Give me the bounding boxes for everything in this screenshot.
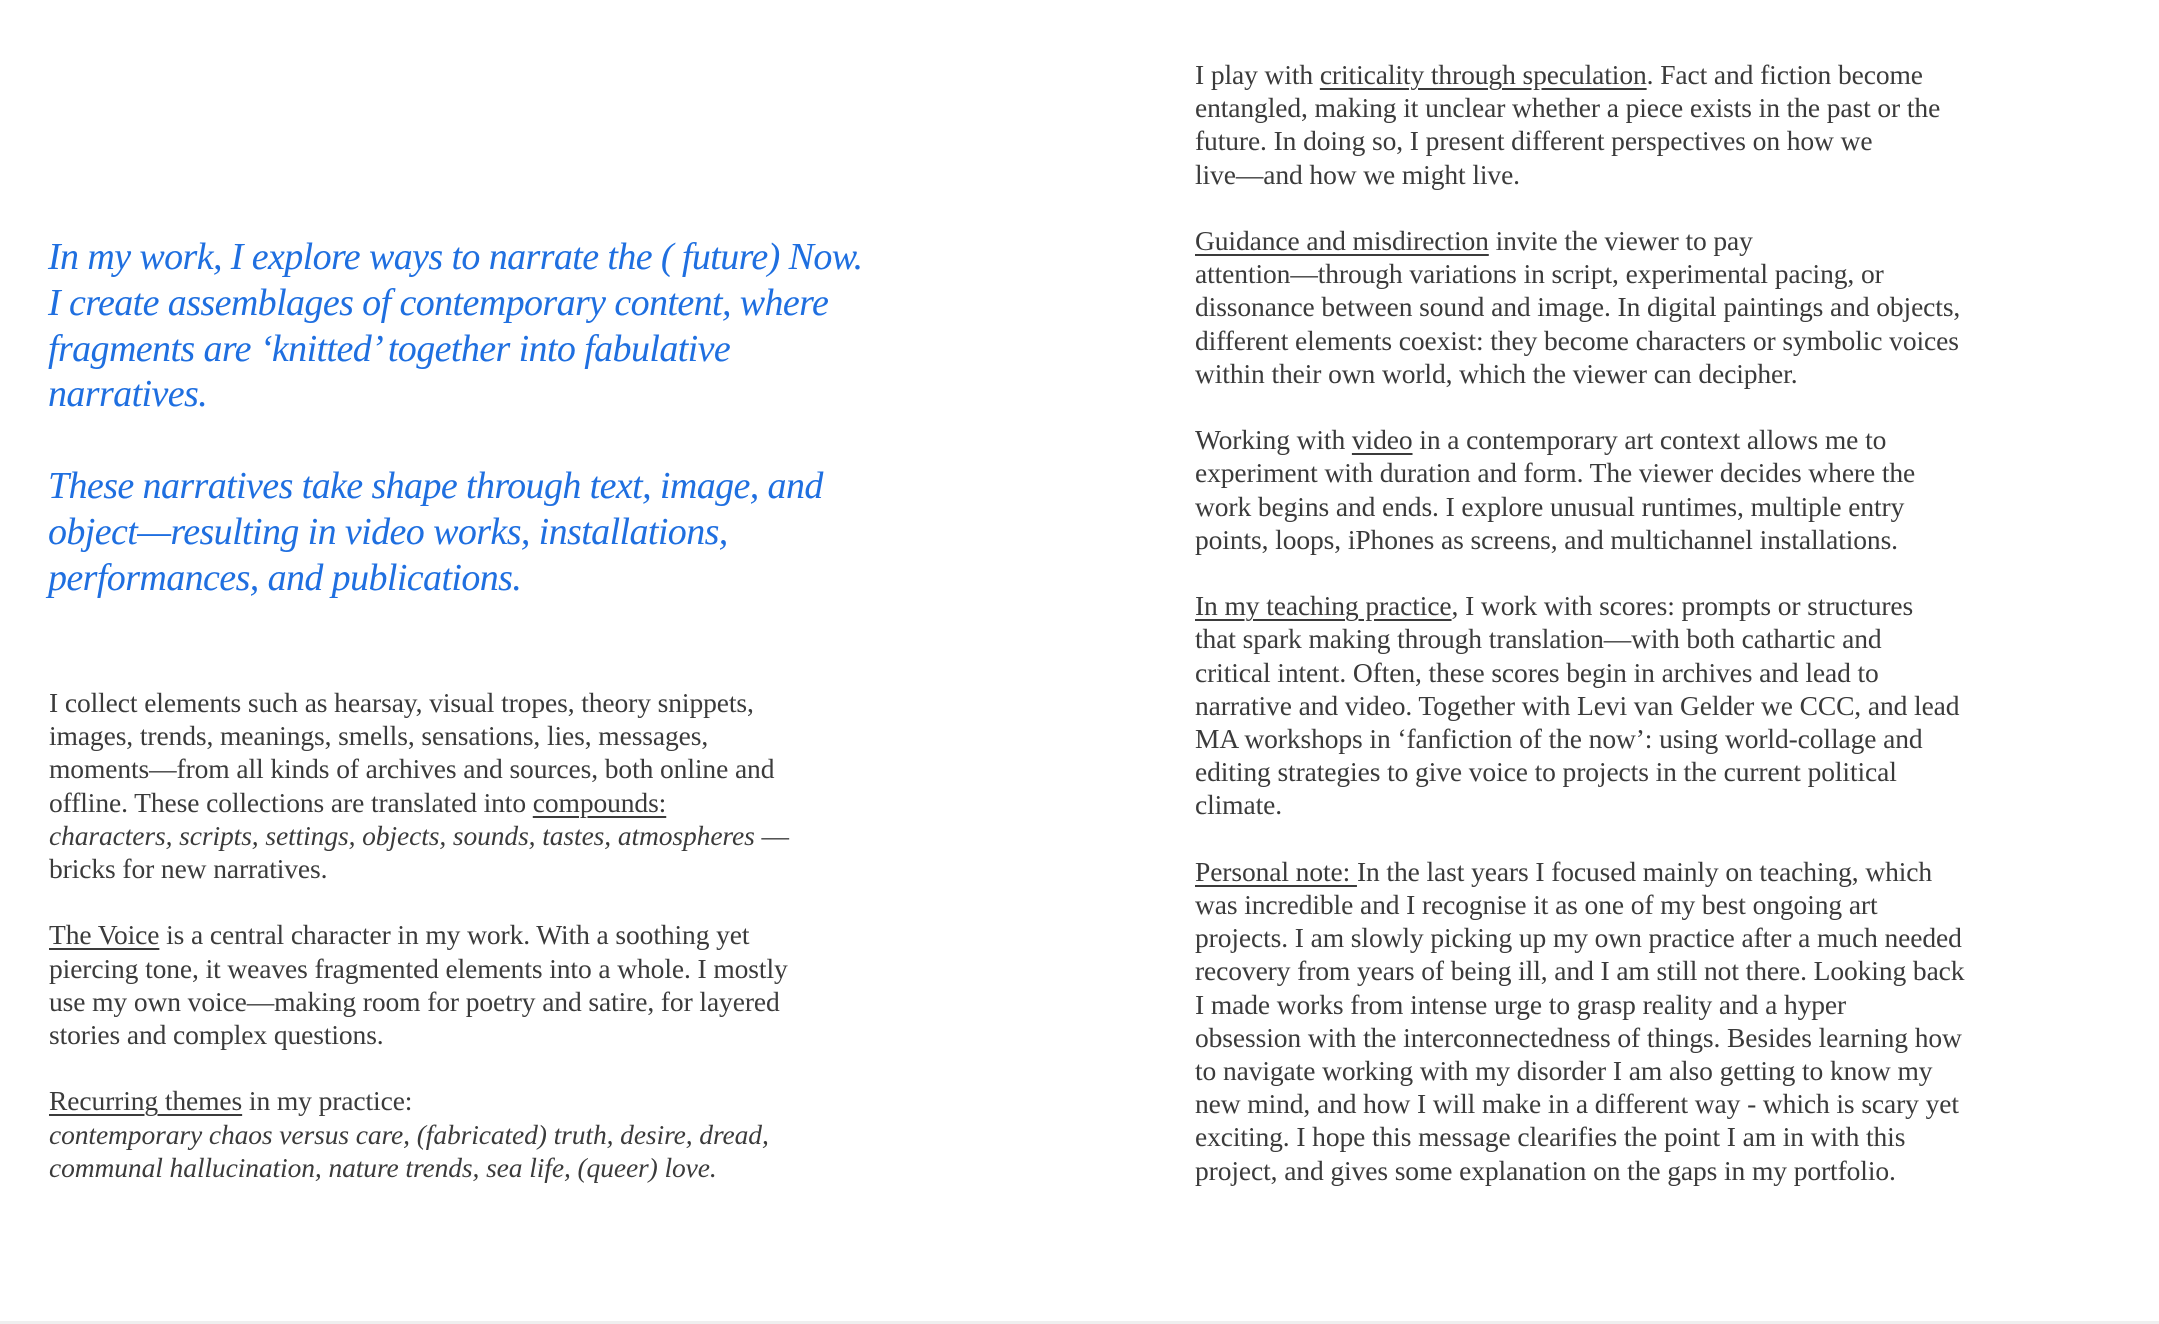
- italic-text: contemporary chaos versus care, (fabricated) truth, desire, dread,: [49, 1118, 769, 1150]
- text-line: [1195, 357, 1797, 390]
- text-run: , I work with scores: prompts or structures: [1451, 590, 1914, 622]
- text-run: MA workshops in ‘fanfiction of the now’: using world-collage and: [1195, 723, 1923, 754]
- text-run: climate.: [1195, 789, 1283, 821]
- text-line: [49, 752, 774, 785]
- text-run: editing strategies to give voice to projects in the current political: [1195, 756, 1897, 788]
- text-line: [1195, 423, 1886, 456]
- text-line: [1195, 124, 1872, 157]
- text-run: obsession with the interconnectedness of things. Besides learning how: [1195, 1021, 1962, 1053]
- text-line: [1195, 324, 1959, 357]
- underlined-term: compounds:: [532, 786, 667, 818]
- text-run: In my work, I explore ways to narrate the ( future) Now.: [48, 236, 863, 278]
- text-line: [48, 326, 730, 372]
- text-line: [49, 952, 788, 985]
- text-run: in a contemporary art context allows me to: [1412, 424, 1887, 456]
- text-run: Working with: [1195, 424, 1352, 456]
- text-line: [1195, 490, 1904, 523]
- text-run: project, and gives some explanation on the gaps in my portfolio.: [1195, 1154, 1896, 1186]
- text-line: [1195, 921, 1962, 954]
- text-run: within their own world, which the viewer can decipher.: [1195, 357, 1798, 389]
- text-line: [49, 786, 666, 819]
- text-line: [1195, 988, 1846, 1021]
- text-run: to navigate working with my disorder I am also getting to know my: [1195, 1055, 1933, 1086]
- text-line: [49, 819, 789, 852]
- text-run: These narratives take shape through text, image, and: [48, 465, 823, 507]
- text-run: bricks for new narratives.: [49, 853, 328, 884]
- text-run: stories and complex questions.: [49, 1019, 384, 1050]
- text-run: that spark making through translation—with both cathartic and: [1195, 623, 1882, 655]
- text-run: recovery from years of being ill, and I am still not there. Looking back: [1195, 955, 1965, 987]
- text-line: [48, 280, 828, 326]
- text-line: [1195, 456, 1915, 489]
- text-line: [1195, 91, 1940, 124]
- text-line: [1195, 290, 1960, 323]
- text-line: [1195, 1120, 1905, 1153]
- text-run: future. In doing so, I present different perspectives on how we: [1195, 125, 1873, 157]
- text-run: narratives.: [48, 373, 208, 416]
- underlined-term: In my teaching practice: [1195, 590, 1452, 622]
- text-line: [1195, 656, 1879, 689]
- text-run: narrative and video. Together with Levi van Gelder we CCC, and lead: [1195, 689, 1960, 721]
- text-run: piercing tone, it weaves fragmented elements into a whole. I mostly: [49, 952, 788, 984]
- underlined-term: Recurring themes: [49, 1085, 243, 1117]
- text-line: [48, 234, 863, 280]
- text-line: [1195, 1154, 1896, 1187]
- text-line: [1195, 257, 1884, 290]
- text-run: invite the viewer to pay: [1488, 225, 1753, 256]
- text-line: [1195, 1021, 1962, 1054]
- text-run: I play with: [1195, 59, 1320, 90]
- text-run: new mind, and how I will make in a different way - which is scary yet: [1195, 1088, 1959, 1120]
- text-line: [49, 719, 708, 752]
- text-line: [49, 1118, 769, 1151]
- text-run: In the last years I focused mainly on teaching, which: [1356, 855, 1933, 887]
- text-line: [1195, 755, 1897, 788]
- text-run: work begins and ends. I explore unusual runtimes, multiple entry: [1195, 490, 1905, 522]
- text-line: [48, 463, 823, 509]
- text-line: [1195, 689, 1959, 722]
- text-run: . Fact and fiction become: [1646, 59, 1923, 90]
- text-run: fragments are ‘knitted’ together into fabulative: [48, 327, 731, 370]
- text-line: [49, 852, 327, 885]
- text-line: [49, 686, 754, 719]
- text-run: critical intent. Often, these scores begin in archives and lead to: [1195, 656, 1879, 688]
- text-line: [1195, 855, 1932, 888]
- text-run: I made works from intense urge to grasp reality and a hyper: [1195, 988, 1847, 1020]
- text-run: performances, and publications.: [48, 556, 522, 599]
- underlined-term: Guidance and misdirection: [1195, 225, 1489, 256]
- text-line: [1195, 1087, 1959, 1120]
- text-line: [1195, 788, 1282, 821]
- text-run: live—and how we might live.: [1195, 158, 1520, 190]
- text-line: [1195, 722, 1923, 755]
- text-line: [48, 555, 521, 601]
- text-run: moments—from all kinds of archives and sources, both online and: [49, 753, 775, 785]
- text-line: [1195, 954, 1964, 987]
- text-run: experiment with duration and form. The viewer decides where the: [1195, 457, 1916, 489]
- text-run: is a central character in my work. With a soothing yet: [159, 919, 750, 951]
- text-line: [1195, 589, 1913, 622]
- text-run: was incredible and I recognise it as one of my best ongoing art: [1195, 889, 1878, 920]
- text-run: I create assemblages of contemporary content, where: [48, 281, 829, 324]
- text-run: object—resulting in video works, installations,: [48, 510, 728, 553]
- text-line: [49, 985, 780, 1018]
- text-line: [1195, 58, 1923, 91]
- italic-text: communal hallucination, nature trends, sea life, (queer) love.: [49, 1151, 717, 1183]
- text-run: in my practice:: [242, 1085, 413, 1117]
- text-line: [48, 371, 207, 417]
- text-line: [49, 918, 749, 951]
- text-line: [49, 1151, 717, 1184]
- text-run: attention—through variations in script, experimental pacing, or: [1195, 258, 1884, 290]
- text-line: [1195, 1054, 1932, 1087]
- text-line: [1195, 622, 1882, 655]
- underlined-term: criticality through speculation: [1319, 59, 1647, 90]
- text-run: images, trends, meanings, smells, sensations, lies, messages,: [49, 720, 709, 752]
- text-line: [49, 1084, 412, 1117]
- text-run: exciting. I hope this message clearifies the point I am in with this: [1195, 1121, 1906, 1153]
- text-run: I collect elements such as hearsay, visual tropes, theory snippets,: [49, 687, 754, 718]
- text-run: —: [754, 819, 789, 851]
- italic-text: characters, scripts, settings, objects, sounds, tastes, atmospheres: [49, 819, 755, 851]
- text-run: entangled, making it unclear whether a piece exists in the past or the: [1195, 92, 1941, 124]
- text-line: [1195, 888, 1878, 921]
- text-run: projects. I am slowly picking up my own practice after a much needed: [1195, 922, 1962, 954]
- text-line: [1195, 523, 1898, 556]
- text-run: points, loops, iPhones as screens, and multichannel installations.: [1195, 523, 1898, 555]
- text-line: [1195, 158, 1520, 191]
- text-run: use my own voice—making room for poetry and satire, for layered: [49, 985, 780, 1017]
- text-run: different elements coexist: they become characters or symbolic voices: [1195, 324, 1959, 356]
- text-line: [49, 1018, 384, 1051]
- underlined-term: Personal note:: [1195, 855, 1357, 887]
- text-line: [48, 509, 728, 555]
- underlined-term: video: [1351, 424, 1413, 456]
- text-run: dissonance between sound and image. In digital paintings and objects,: [1195, 291, 1961, 323]
- underlined-term: The Voice: [49, 919, 160, 951]
- text-run: offline. These collections are translated into: [49, 786, 533, 818]
- text-line: [1195, 224, 1753, 257]
